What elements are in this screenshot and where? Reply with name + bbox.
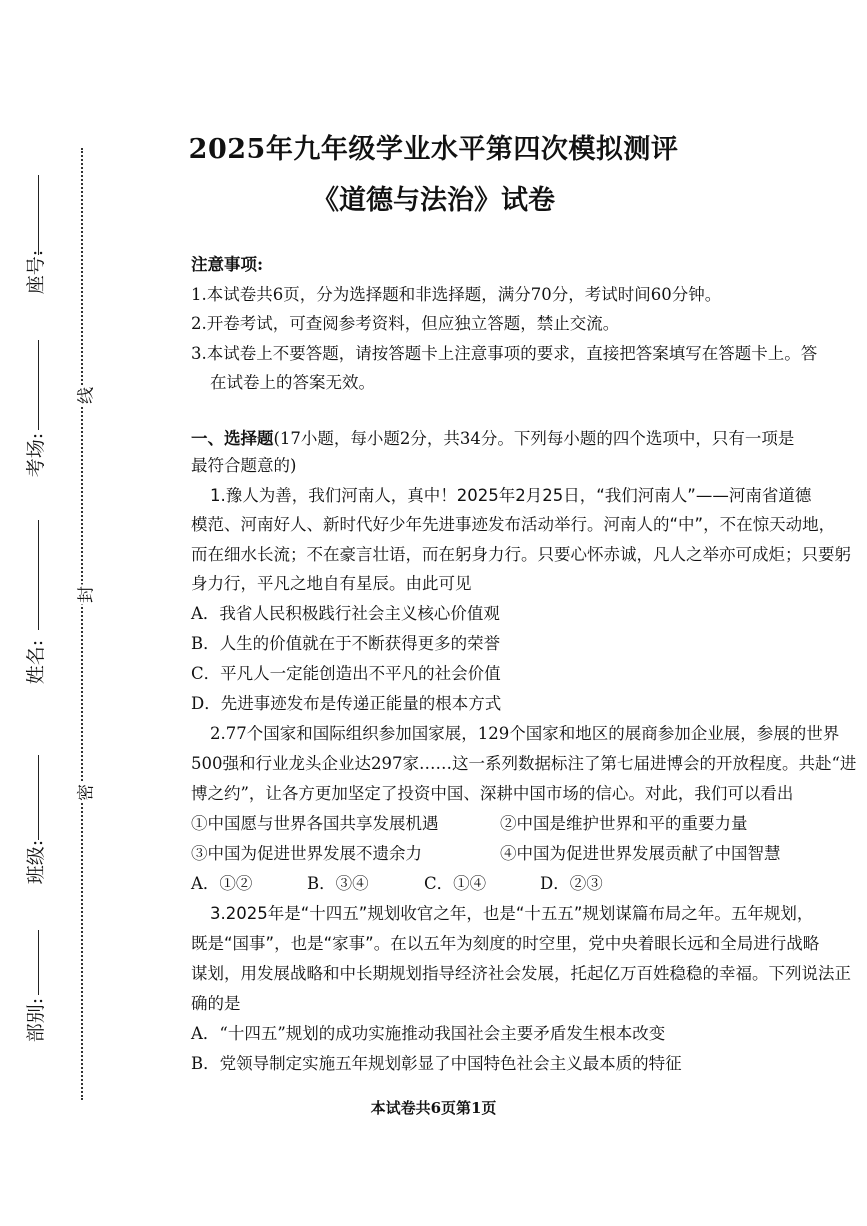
section-heading-line2: 最符合题意的) [191,456,297,475]
note-item: 在试卷上的答案无效。 [210,373,375,392]
q2-line: 博之约”，让各方更加坚定了投资中国、深耕中国市场的信心。对此，我们可以看出 [191,784,794,803]
exam-title: 2025年九年级学业水平第四次模拟测评 [188,134,679,165]
q1-line: 模范、河南好人、新时代好少年先进事迹发布活动举行。河南人的“中”，不在惊天动地， [191,515,836,534]
section-heading-rest: (17小题，每小题2分，共34分。下列每小题的四个选项中，只有一项是 [273,429,795,448]
note-item: 1.本试卷共6页，分为选择题和非选择题，满分70分，考试时间60分钟。 [191,285,722,304]
note-item: 2.开卷考试，可查阅参考资料，但应独立答题，禁止交流。 [191,314,620,333]
class-underline [38,755,39,840]
q2-statement-1: ①中国愿与世界各国共享发展机遇 [191,814,439,833]
q1-line: 身力行，平凡之地自有星辰。由此可见 [191,574,472,593]
dept-label: 部别: [25,997,48,1043]
seal-line-char: 线 [72,386,97,406]
q2-option-b: B．③④ [307,874,369,893]
name-underline [38,520,39,630]
dept-underline [38,930,39,995]
q1-line: 而在细水长流；不在豪言壮语，而在躬身力行。只要心怀赤诚，凡人之举亦可成炬；只要躬 [191,545,851,564]
q1-option-a: A．我省人民积极践行社会主义核心价值观 [191,604,500,623]
seal-mi-char: 密 [72,783,97,803]
q2-option-d: D．②③ [540,874,603,893]
q2-statement-4: ④中国为促进世界发展贡献了中国智慧 [500,844,781,863]
class-label: 班级: [25,839,48,885]
q2-statement-2: ②中国是维护世界和平的重要力量 [500,814,748,833]
section-heading-bold: 一、选择题 [191,429,274,448]
page-footer: 本试卷共6页第1页 [370,1099,497,1117]
q2-option-a: A．①② [191,874,253,893]
room-underline [38,340,39,430]
exam-subtitle: 《道德与法治》试卷 [312,185,555,216]
seat-label: 座号: [25,249,48,295]
q3-line: 既是“国事”，也是“家事”。在以五年为刻度的时空里，党中央着眼长远和全局进行战略 [191,934,820,953]
q2-line: 2.77个国家和国际组织参加国家展，129个国家和地区的展商参加企业展，参展的世界 [210,724,840,743]
q1-option-c: C．平凡人一定能创造出不平凡的社会价值 [191,664,501,683]
note-item: 3.本试卷上不要答题，请按答题卡上注意事项的要求，直接把答案填写在答题卡上。答 [191,344,818,363]
q3-line: 谋划，用发展战略和中长期规划指导经济社会发展，托起亿万百姓稳稳的幸福。下列说法正 [191,964,851,983]
q1-option-d: D．先进事迹发布是传递正能量的根本方式 [191,694,502,713]
q1-option-b: B．人生的价值就在于不断获得更多的荣誉 [191,634,501,653]
q1-line: 1.豫人为善，我们河南人，真中！2025年2月25日，“我们河南人”——河南省道德 [210,486,812,505]
section-heading [191,428,794,450]
name-label: 姓名: [25,639,48,685]
q2-option-c: C．①④ [424,874,487,893]
notes-heading: 注意事项: [191,255,264,274]
q3-line: 3.2025年是“十四五”规划收官之年，也是“十五五”规划谋篇布局之年。五年规划， [210,904,814,923]
q2-statement-3: ③中国为促进世界发展不遗余力 [191,844,422,863]
q3-option-a: A．“十四五”规划的成功实施推动我国社会主要矛盾发生根本改变 [191,1024,666,1043]
q2-line: 500强和行业龙头企业达297家……这一系列数据标注了第七届进博会的开放程度。共赴“进 [191,754,857,773]
room-label: 考场: [25,432,48,478]
q3-option-b: B．党领导制定实施五年规划彰显了中国特色社会主义最本质的特征 [191,1054,682,1073]
binding-dotted-line [81,148,83,1100]
seal-feng-char: 封 [72,585,97,605]
q3-line: 确的是 [191,994,241,1013]
